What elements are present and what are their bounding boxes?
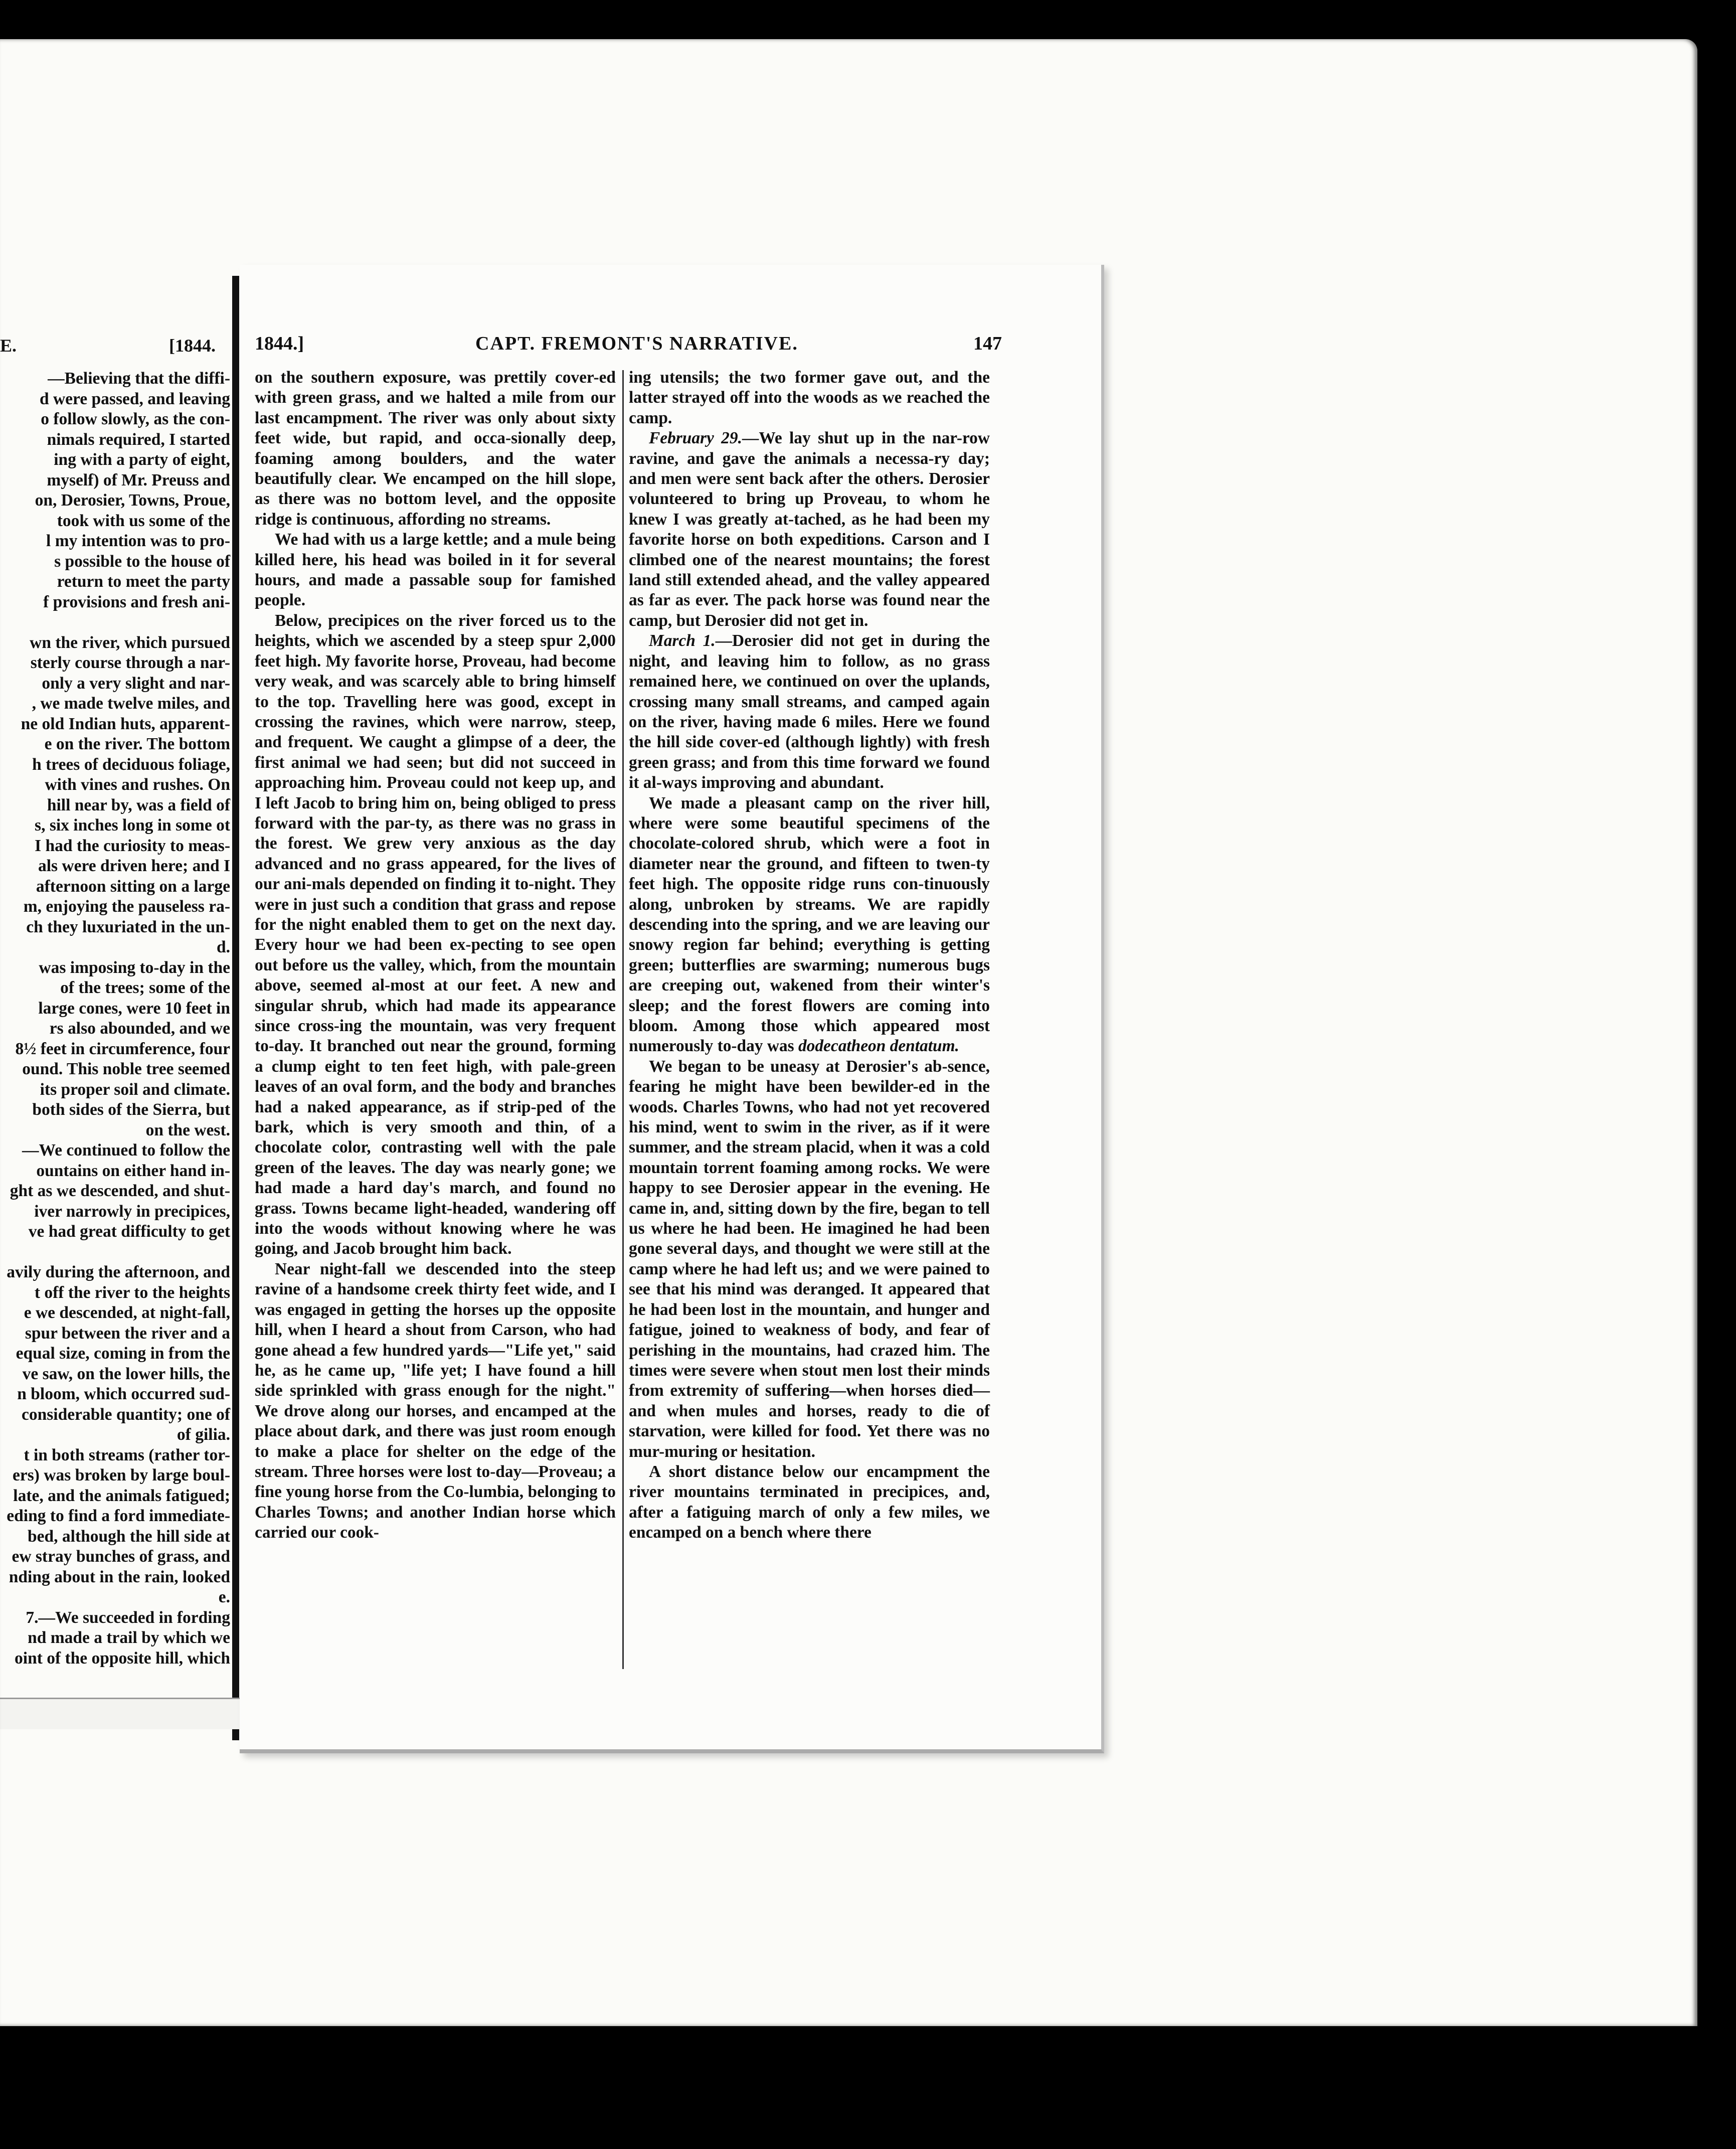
left-text-line: hill near by, was a field of [47, 795, 230, 814]
left-text-line: spur between the river and a [25, 1324, 230, 1343]
left-page-bottom-edge [0, 1698, 266, 1729]
running-head-year: 1844.] [255, 333, 304, 354]
left-page-column [0, 369, 230, 1669]
paragraph [255, 368, 616, 530]
left-text-line: , we made twelve miles, and [32, 694, 230, 713]
left-text-line: ve saw, on the lower hills, the [22, 1364, 230, 1383]
left-text-line: iver narrowly in precipices, [34, 1202, 230, 1221]
left-text-line: e. [218, 1588, 230, 1606]
page-number: 147 [973, 333, 1002, 354]
left-text-line: nding about in the rain, looked [9, 1567, 230, 1586]
left-text-line [0, 612, 230, 633]
left-text-line: —Believing that the diffi- [48, 369, 230, 388]
left-text-line: with vines and rushes. On [45, 775, 230, 794]
left-text-line: of the trees; some of the [60, 978, 230, 997]
left-page [0, 266, 233, 2149]
paragraph-text: —Derosier did not get in during the night, and leaving him to follow, as no grass remained here, we continued on over the uplands, crossing many small streams, and camped again on the river, having made 6 miles. Here we found the hill side cover-ed (although lightly) with fresh green grass; and from this time forward we found it al-ways improving and abundant. [629, 631, 990, 792]
paragraph-text: We had with us a large kettle; and a mule being killed here, his head was boiled in it for several hours, and made a passable soup for famished people. [255, 530, 616, 610]
left-text-line: 8½ feet in circumference, four [15, 1039, 230, 1058]
paragraph [629, 631, 990, 793]
left-text-line: m, enjoying the pauseless ra- [23, 897, 230, 916]
paragraph-text: A short distance below our encampment the river mountains terminated in precipices, and, after a fatiguing march of only a few miles, we encamped on a bench where there [629, 1462, 990, 1542]
paragraph-text: We began to be uneasy at Derosier's ab-sence, fearing he might have been bewilder-ed in the woods. Charles Towns, who had not yet recovered his mind, went to swim in the river, as if it were summer, and the stream placid, when it was a cold mountain torrent foaming among rocks. We were happy to see Derosier appear in the evening. He came in, and, sitting down by the fire, began to tell us where he had been. He imagined he had been gone several days, and thought we were still at the camp where he had left us; and we were pained to see that his mind was deranged. It appeared that he had been lost in the mountain, and hunger and fatigue, joined to weakness of body, and fear of perishing in the mountains, had crazed him. The times were severe when stout men lost their minds from extremity of suffering—when horses died—and when mules and horses, ready to die of starvation, were killed for food. Yet there was no mur-muring or hesitation. [629, 1057, 990, 1461]
left-text-line: ing with a party of eight, [54, 450, 230, 469]
left-text-line: d were passed, and leaving [39, 389, 230, 408]
left-text-line: rs also abounded, and we [49, 1019, 230, 1038]
left-text-line: return to meet the party [57, 572, 230, 591]
left-text-line: sterly course through a nar- [30, 653, 230, 672]
species-name: dodecatheon dentatum. [798, 1037, 959, 1056]
left-text-line: its proper soil and climate. [40, 1080, 230, 1099]
left-text-line: l my intention was to pro- [46, 532, 230, 550]
right-page [240, 265, 1104, 1753]
left-text-line: s, six inches long in some ot [35, 816, 230, 835]
paragraph [629, 793, 990, 1057]
left-text-line: o follow slowly, as the con- [41, 410, 230, 428]
left-text-line: large cones, were 10 feet in [38, 999, 230, 1018]
left-text-line: nimals required, I started [47, 430, 230, 449]
left-text-line: e on the river. The bottom [44, 735, 230, 753]
left-text-line: wn the river, which pursued [30, 633, 230, 652]
text-column-right [629, 368, 990, 1543]
left-text-line: t in both streams (rather tor- [24, 1445, 230, 1464]
left-text-line: ght as we descended, and shut- [10, 1182, 230, 1200]
left-text-line: bed, although the hill side at [28, 1527, 230, 1546]
running-head-title: CAPT. FREMONT'S NARRATIVE. [475, 333, 798, 354]
paragraph [255, 1259, 616, 1543]
left-text-line: ch they luxuriated in the un- [26, 917, 230, 936]
paragraph [255, 611, 616, 1259]
left-text-line: considerable quantity; one of [22, 1405, 230, 1424]
left-text-line: e we descended, at night-fall, [24, 1303, 230, 1322]
left-text-line: n bloom, which occurred sud- [17, 1385, 230, 1403]
left-text-line: ountains on either hand in- [36, 1161, 230, 1180]
left-text-line: avily during the afternoon, and [7, 1263, 230, 1281]
left-text-line: late, and the animals fatigued; [13, 1486, 230, 1505]
paragraph-text: —We lay shut up in the nar-row ravine, and gave the animals a necessa-ry day; and men were sent back after the others. Derosier volunteered to bring up Proveau, to whom he knew I was greatly at-tached, as he had been my favorite horse on both expeditions. Carson and I climbed one of the nearest mountains; the forest land still extended ahead, and the valley appeared as far as ever. The pack horse was found near the camp, but Derosier did not get in. [629, 429, 990, 630]
left-text-line: —We continued to follow the [22, 1141, 230, 1160]
paragraph-text: ing utensils; the two former gave out, and the latter strayed off into the woods as we reached the camp. [629, 368, 990, 427]
gutter-binding [232, 276, 239, 1740]
paragraph [629, 428, 990, 631]
left-text-line: of gilia. [177, 1425, 230, 1444]
left-text-line: both sides of the Sierra, but [32, 1100, 230, 1119]
left-text-line: was imposing to-day in the [39, 958, 230, 977]
running-head [255, 333, 1002, 358]
left-text-line: d. [216, 938, 230, 956]
paragraph [255, 530, 616, 611]
paragraph [629, 1057, 990, 1462]
left-text-line: h trees of deciduous foliage, [32, 755, 230, 774]
left-text-line: ound. This noble tree seemed [22, 1060, 230, 1078]
column-rule [622, 370, 624, 1669]
left-text-line: f provisions and fresh ani- [43, 592, 230, 611]
left-text-line: I had the curiosity to meas- [35, 836, 230, 855]
left-text-line: nd made a trail by which we [28, 1628, 230, 1647]
left-text-line: eding to find a ford immediate- [7, 1507, 230, 1525]
left-text-line: on the west. [145, 1120, 230, 1139]
paragraph-text: Near night-fall we descended into the steep ravine of a handsome creek thirty feet wide, and I was engaged in getting the horses up the opposite hill, when I heard a shout from Carson, who had gone ahead a few hundred yards—"Life yet," said he, as he came up, "life yet; I have found a hill side sprinkled with grass enough for the night." We drove along our horses, and encamped at the place about dark, and there was just room enough to make a place for shelter on the edge of the stream. Three horses were lost to-day—Proveau; a fine young horse from the Co-lumbia, belonging to Charles Towns; and another Indian horse which carried our cook- [255, 1259, 616, 1542]
left-header-letter: E. [0, 336, 17, 356]
left-header-year: [1844. [169, 336, 216, 356]
paragraph-text: Below, precipices on the river forced us to the heights, which we ascended by a steep spur 2,000 feet high. My favorite horse, Proveau, had become very weak, and was scarcely able to bring himself to the top. Travelling here was good, except in crossing the ravines, which were narrow, steep, and frequent. We caught a glimpse of a deer, the first animal we had seen; but did not succeed in approaching him. Proveau could not keep up, and I left Jacob to bring him on, being obliged to press forward with the par-ty, as there was no grass in the forest. We grew very anxious as the day advanced and no grass appeared, for the lives of our ani-mals depended on finding it to-night. They were in just such a condition that grass and repose for the night enabled them to get on the next day. Every hour we had been ex-pecting to see open out before us the valley, which, from the mountain above, seemed al-most at our feet. A new and singular shrub, which had made its appearance since cross-ing the mountain, was very frequent to-day. It branched out near the ground, forming a clump eight to ten feet high, with pale-green leaves of an oval form, and the body and branches had a naked appearance, as if strip-ped of the bark, which is very smooth and thin, of a chocolate color, contrasting well with the pale green of the leaves. The day was nearly gone; we had made a hard day's march, and found no grass. Towns became light-headed, wandering off into the woods without knowing where he was going, and Jacob brought him back. [255, 611, 616, 1258]
left-text-line: on, Derosier, Towns, Proue, [35, 491, 230, 510]
paragraph [629, 368, 990, 428]
left-text-line: s possible to the house of [54, 552, 230, 571]
paragraph [629, 1462, 990, 1543]
left-text-line: t off the river to the heights [34, 1283, 230, 1302]
left-text-line: equal size, coming in from the [16, 1344, 230, 1363]
left-text-line: took with us some of the [57, 511, 230, 530]
left-text-line: myself) of Mr. Preuss and [47, 470, 230, 489]
entry-date: February 29. [649, 429, 742, 448]
left-text-line [0, 1242, 230, 1263]
left-text-line: only a very slight and nar- [42, 674, 230, 693]
left-text-line: 7.—We succeeded in fording [26, 1608, 230, 1627]
left-text-line: ne old Indian huts, apparent- [21, 714, 230, 733]
text-column-left [255, 368, 616, 1543]
left-text-line: ve had great difficulty to get [28, 1222, 230, 1241]
left-text-line: als were driven here; and I [38, 857, 230, 875]
left-text-line: ew stray bunches of grass, and [12, 1547, 230, 1566]
left-text-line: oint of the opposite hill, which [15, 1648, 230, 1668]
paragraph-text: We made a pleasant camp on the river hill, where were some beautiful specimens of the chocolate-colored shrub, which were a foot in diameter near the ground, and fifteen to twen-ty feet high. The opposite ridge runs con-tinuously along, unbroken by streams. We are rapidly descending into the spring, and we are leaving our snowy region far behind; everything is getting green; butterflies are swarming; numerous bugs are creeping out, wakened from their winter's sleep; and the forest flowers are coming into bloom. Among those which appeared most numerously to-day was [629, 793, 990, 1056]
paragraph-text: on the southern exposure, was prettily cover-ed with green grass, and we halted a mile from our last encampment. The river was only about sixty feet wide, but rapid, and occa-sionally deep, foaming among boulders, and the water beautifully clear. We encamped on the hill slope, as there was no bottom level, and the opposite ridge is continuous, affording no streams. [255, 368, 616, 529]
entry-date: March 1. [649, 631, 716, 650]
left-text-line: ers) was broken by large boul- [13, 1466, 230, 1484]
left-text-line: afternoon sitting on a large [36, 877, 230, 896]
